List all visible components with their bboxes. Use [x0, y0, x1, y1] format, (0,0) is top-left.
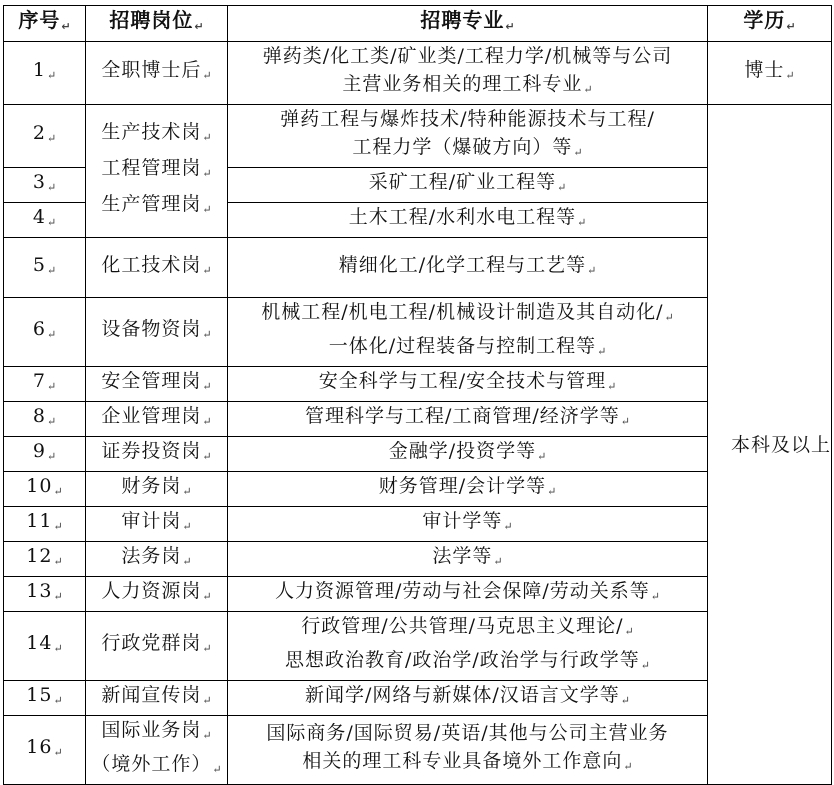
row-post: 行政党群岗↵	[86, 612, 228, 681]
table-row	[4, 367, 832, 402]
return-mark-icon	[53, 520, 62, 533]
row-no: 9↵	[4, 437, 86, 472]
return-mark-icon	[505, 20, 514, 33]
return-mark-icon	[53, 694, 62, 707]
row-major: 审计学等↵	[228, 507, 708, 542]
row-post: 法务岗↵	[86, 542, 228, 577]
row-no: 14↵	[4, 612, 86, 681]
row-post: 企业管理岗↵	[86, 402, 228, 437]
table-row	[4, 716, 832, 785]
row-post: 财务岗↵	[86, 472, 228, 507]
row-post: 人力资源岗↵	[86, 577, 228, 612]
return-mark-icon	[47, 264, 56, 277]
merged-post-line: 生产管理岗↵	[86, 189, 227, 225]
row-post: 新闻宣传岗↵	[86, 681, 228, 716]
row-major: 新闻学/网络与新媒体/汉语言文学等↵	[228, 681, 708, 716]
row-major: 财务管理/会计学等↵	[228, 472, 708, 507]
row-major: 采矿工程/矿业工程等↵	[228, 168, 708, 203]
return-mark-icon	[537, 450, 546, 463]
row-no: 2↵	[4, 105, 86, 168]
table-row	[4, 238, 832, 298]
return-mark-icon	[182, 485, 191, 498]
return-mark-icon	[47, 132, 56, 145]
row-post: 安全管理岗↵	[86, 367, 228, 402]
row-no: 12↵	[4, 542, 86, 577]
return-mark-icon	[587, 264, 596, 277]
row-no: 10↵	[4, 472, 86, 507]
return-mark-icon	[641, 659, 650, 672]
table-row	[4, 612, 832, 681]
return-mark-icon	[202, 131, 211, 144]
major-line: 国际商务/国际贸易/英语/其他与公司主营业务	[266, 722, 669, 744]
return-mark-icon	[182, 520, 191, 533]
return-mark-icon	[53, 590, 62, 603]
major-line: 主营业务相关的理工科专业↵	[228, 70, 707, 104]
header-row	[4, 6, 832, 42]
return-mark-icon	[182, 555, 191, 568]
return-mark-icon	[53, 485, 62, 498]
major-line: 思想政治教育/政治学/政治学与行政学等↵	[228, 646, 707, 680]
row-major: 精细化工/化学工程与工艺等↵	[228, 238, 708, 298]
table-row	[4, 681, 832, 716]
return-mark-icon	[47, 69, 56, 82]
row-major	[228, 42, 708, 105]
row-no: 6↵	[4, 298, 86, 367]
table-row	[4, 507, 832, 542]
row-major	[228, 612, 708, 681]
major-line: 机械工程/机电工程/机械设计制造及其自动化/↵	[228, 298, 707, 332]
row-no: 8↵	[4, 402, 86, 437]
row-post: 审计岗↵	[86, 507, 228, 542]
recruitment-table-wrapper	[3, 5, 832, 785]
row-no: 5↵	[4, 238, 86, 298]
return-mark-icon	[202, 642, 211, 655]
row-no: 15↵	[4, 681, 86, 716]
row-major: 人力资源管理/劳动与社会保障/劳动关系等↵	[228, 577, 708, 612]
row-major: 金融学/投资学等↵	[228, 437, 708, 472]
merged-post-line: 生产技术岗↵	[86, 117, 227, 153]
return-mark-icon	[47, 216, 56, 229]
return-mark-icon	[625, 625, 634, 638]
row-no: 1↵	[4, 42, 86, 105]
return-mark-icon	[202, 69, 211, 82]
post-line: （境外工作）↵	[86, 750, 227, 784]
row-no: 16↵	[4, 716, 86, 785]
return-mark-icon	[202, 590, 211, 603]
row-major: 土木工程/水利水电工程等↵	[228, 203, 708, 238]
return-mark-icon	[202, 328, 211, 341]
header-education: 学历↵	[708, 6, 832, 42]
header-post: 招聘岗位↵	[86, 6, 228, 42]
table-row	[4, 402, 832, 437]
row-major	[228, 105, 708, 168]
return-mark-icon	[547, 485, 556, 498]
return-mark-icon	[597, 345, 606, 358]
table-row	[4, 472, 832, 507]
return-mark-icon	[785, 69, 794, 82]
row-no: 3↵	[4, 168, 86, 203]
return-mark-icon	[651, 590, 660, 603]
return-mark-icon	[621, 694, 630, 707]
return-mark-icon	[202, 729, 211, 742]
return-mark-icon	[202, 380, 211, 393]
major-line: 行政管理/公共管理/马克思主义理论/↵	[228, 612, 707, 646]
return-mark-icon	[202, 264, 211, 277]
return-mark-icon	[503, 520, 512, 533]
return-mark-icon	[47, 181, 56, 194]
return-mark-icon	[623, 760, 632, 773]
return-mark-icon	[202, 694, 211, 707]
row-major: 安全科学与工程/安全技术与管理↵	[228, 367, 708, 402]
row-post	[86, 716, 228, 785]
table-row	[4, 437, 832, 472]
row-post: 设备物资岗↵	[86, 298, 228, 367]
header-major: 招聘专业↵	[228, 6, 708, 42]
major-line: 相关的理工科专业具备境外工作意向↵	[228, 747, 707, 781]
return-mark-icon	[665, 311, 674, 324]
return-mark-icon	[53, 746, 62, 759]
return-mark-icon	[621, 415, 630, 428]
row-post: 全职博士后↵	[86, 42, 228, 105]
row-major	[228, 298, 708, 367]
table-row	[4, 542, 832, 577]
row-no: 4↵	[4, 203, 86, 238]
return-mark-icon	[47, 415, 56, 428]
return-mark-icon	[61, 20, 70, 33]
header-no: 序号↵	[4, 6, 86, 42]
return-mark-icon	[577, 216, 586, 229]
return-mark-icon	[573, 146, 582, 159]
return-mark-icon	[53, 555, 62, 568]
return-mark-icon	[212, 763, 221, 776]
merged-post-line: 工程管理岗↵	[86, 153, 227, 189]
return-mark-icon	[202, 167, 211, 180]
return-mark-icon	[47, 328, 56, 341]
row-major: 管理科学与工程/工商管理/经济学等↵	[228, 402, 708, 437]
post-line: 国际业务岗↵	[86, 716, 227, 750]
return-mark-icon	[202, 415, 211, 428]
row-no: 7↵	[4, 367, 86, 402]
return-mark-icon	[583, 83, 592, 96]
recruitment-table	[3, 5, 832, 785]
row-post: 化工技术岗↵	[86, 238, 228, 298]
return-mark-icon	[202, 203, 211, 216]
return-mark-icon	[194, 20, 203, 33]
row-major	[228, 716, 708, 785]
education-bachelor-cell: 本科及以上	[708, 105, 832, 785]
return-mark-icon	[47, 450, 56, 463]
table-row	[4, 577, 832, 612]
return-mark-icon	[607, 380, 616, 393]
return-mark-icon	[493, 555, 502, 568]
row-education: 博士↵	[708, 42, 832, 105]
return-mark-icon	[53, 642, 62, 655]
table-row	[4, 42, 832, 105]
row-no: 11↵	[4, 507, 86, 542]
return-mark-icon	[786, 20, 795, 33]
row-major: 法学等↵	[228, 542, 708, 577]
return-mark-icon	[47, 380, 56, 393]
return-mark-icon	[202, 450, 211, 463]
row-post: 证券投资岗↵	[86, 437, 228, 472]
row-post-merged	[86, 105, 228, 238]
major-line: 一体化/过程装备与控制工程等↵	[228, 332, 707, 366]
table-row	[4, 105, 832, 168]
major-line: 弹药类/化工类/矿业类/工程力学/机械等与公司	[262, 45, 673, 67]
return-mark-icon	[557, 181, 566, 194]
major-line: 弹药工程与爆炸技术/特种能源技术与工程/	[280, 108, 655, 130]
table-row	[4, 298, 832, 367]
row-no: 13↵	[4, 577, 86, 612]
major-line: 工程力学（爆破方向）等↵	[228, 133, 707, 167]
